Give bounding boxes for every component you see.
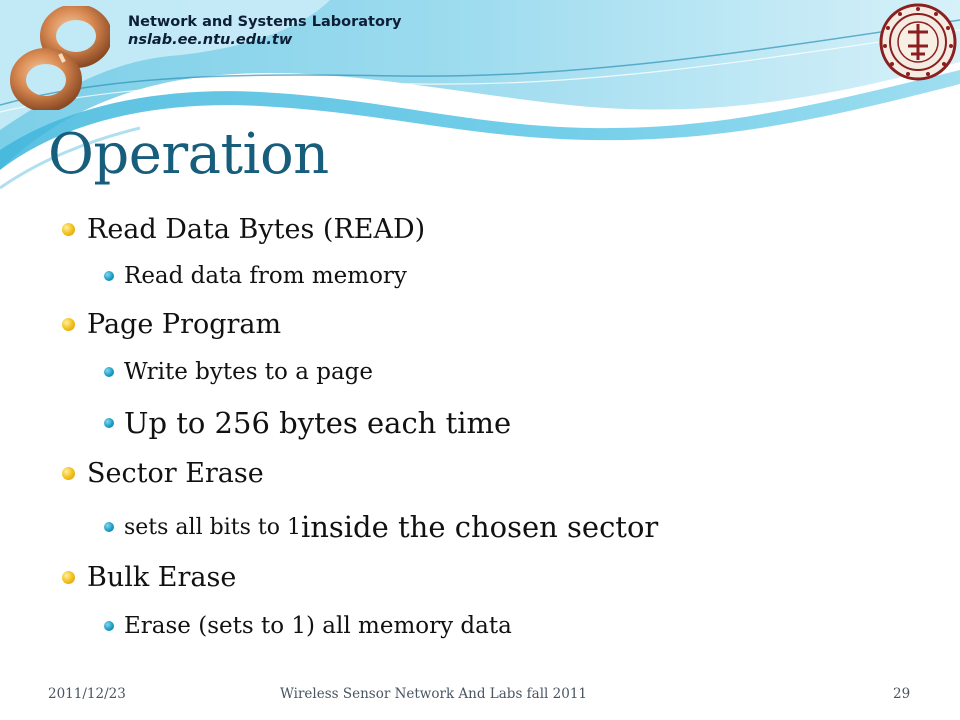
footer-course: Wireless Sensor Network And Labs fall 2011 [280,686,587,702]
sub-bullet-sets-all-bits [104,510,658,544]
ntu-seal-icon [878,2,958,82]
sub-bullet-text: Read data from memory [124,263,407,289]
sub-bullet-erase-memory [104,613,512,639]
sub-bullet-dot-icon [104,367,114,377]
sub-bullet-read-data [104,263,407,289]
lab-url: nslab.ee.ntu.edu.tw [128,32,293,48]
bullet-text: Read Data Bytes (READ) [87,214,426,245]
footer-page-number: 29 [893,686,911,702]
bullet-text: Page Program [87,309,282,340]
slide-title: Operation [48,122,329,187]
bullet-page-program [62,309,281,340]
nslab-infinity-logo-icon [10,6,110,110]
sub-bullet-dot-icon [104,522,114,532]
bullet-bulk-erase [62,562,236,593]
sub-bullet-dot-icon [104,621,114,631]
footer-date: 2011/12/23 [48,686,126,702]
sub-bullet-text: Erase (sets to 1) all memory data [124,613,512,639]
bullet-dot-icon [62,318,75,331]
sub-bullet-dot-icon [104,418,114,428]
lab-name: Network and Systems Laboratory [128,14,402,30]
bullet-text: Sector Erase [87,458,264,489]
bullet-read-data-bytes [62,214,425,245]
sub-bullet-text: Write bytes to a page [124,359,374,385]
sub-bullet-write-bytes [104,359,373,385]
bullet-text: Bulk Erase [87,562,237,593]
bullet-dot-icon [62,467,75,480]
sub-bullet-text: Up to 256 bytes each time [124,406,512,440]
bullet-dot-icon [62,223,75,236]
bullet-dot-icon [62,571,75,584]
sub-bullet-up-to-256 [104,406,511,440]
sub-bullet-text-small: sets all bits to 1 [124,514,301,540]
sub-bullet-dot-icon [104,271,114,281]
bullet-sector-erase [62,458,264,489]
sub-bullet-text-big: inside the chosen sector [300,510,659,544]
